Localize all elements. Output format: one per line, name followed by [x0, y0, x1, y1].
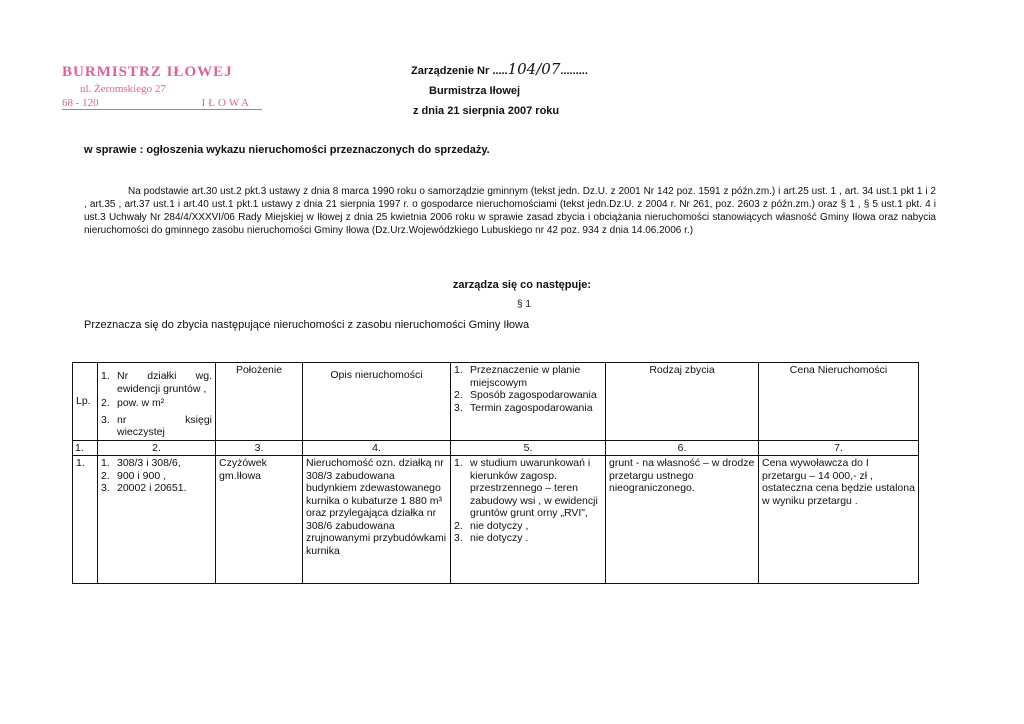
- row-lp: 1.: [73, 456, 98, 584]
- legal-basis-paragraph: [84, 185, 936, 237]
- header-sale-type: Rodzaj zbycia: [606, 363, 759, 441]
- row-description: Nieruchomość ozn. działką nr 308/3 zabudowana budynkiem zdewastowanego kurnika o kubaturze 1 880 m³ oraz przylegająca działka nr 308/6 zabudowana zrujnowanymi przybudówkami kurnika: [303, 456, 451, 584]
- header-purpose-term: Termin zagospodarowania: [470, 401, 593, 414]
- col-number: 5.: [451, 440, 606, 456]
- header-register-book: księgi: [185, 413, 212, 426]
- issuer: Burmistrza Iłowej: [429, 85, 521, 97]
- header-location: Położenie: [216, 363, 303, 441]
- col-number: 6.: [606, 440, 759, 456]
- intro-text: Przeznacza się do zbycia następujące nieruchomości z zasobu nieruchomości Gminy Iłowa: [84, 319, 530, 331]
- header-price: Cena Nieruchomości: [759, 363, 919, 441]
- header-purpose-use: Sposób zagospodarowania: [470, 389, 597, 401]
- header-purpose: 1. Przeznaczenie w planie miejscowym 2. Sposób zagospodarowania 3. Termin zagospodarowania: [451, 363, 606, 441]
- stamp-line-3: [62, 97, 262, 110]
- subject-line: w sprawie : ogłoszenia wykazu nieruchomości przeznaczonych do sprzedaży.: [84, 144, 490, 156]
- order-number-line: [411, 60, 588, 78]
- header-purpose-plan: Przeznaczenie w planie miejscowym: [470, 364, 581, 389]
- legal-basis-text: Na podstawie art.30 ust.2 pkt.3 ustawy z dnia 8 marca 1990 roku o samorządzie gminnym (tekst jedn. Dz.U. z 2001 Nr 142 poz. 1591 z późn.zm.) i art.25 ust. 1 , art. 34 ust.1 pkt 1 i 2 , art.35 , art.37 ust.1 i art.40 ust.1 pkt.1 ustawy z dnia 21 sierpnia 1997 r. o gospodarce nieruchomościami (tekst jedn.Dz.U. z 2004 r. Nr 261, poz. 2603 z późn.zm.) oraz § 1 , § 5 ust.1 pkt. 4 i ust.3 Uchwały Nr 284/4/XXXVI/06 Rady Miejskiej w Iłowej z dnia 25 kwietnia 2006 roku w sprawie zasad zbycia i obciążania nieruchomości stanowiących własność Gminy Iłowa oraz nabycia nieruchomości do gminnego zasobu nieruchomości Gminy Iłowa (Dz.Urz.Wojewódzkiego Lubuskiego nr 42 poz. 934 z dnia 14.06.2006 r.): [84, 186, 936, 236]
- row-purpose-term: nie dotyczy .: [470, 532, 529, 544]
- header-lp: Lp.: [73, 363, 98, 441]
- stamp-line-2: ul. Żeromskiego 27: [80, 83, 166, 95]
- resolution-heading: zarządza się co następuje:: [452, 279, 592, 291]
- header-plot-number: Nr działki wg. ewidencji gruntów ,: [117, 370, 212, 395]
- table-header-row: [73, 363, 919, 441]
- row-purpose-use: nie dotyczy ,: [470, 519, 529, 532]
- section-mark: § 1: [517, 299, 531, 310]
- table-row: [73, 456, 919, 584]
- header-register-nr: nr: [117, 413, 127, 426]
- row-location: Czyżówek gm.Iłowa: [216, 456, 303, 584]
- col-number: 2.: [98, 440, 216, 456]
- row-land-register: 20002 i 20651.: [117, 482, 187, 494]
- stamp-city: IŁOWA: [201, 97, 252, 109]
- row-plot: 1. 308/3 i 308/6, 2. 900 i 900 , 3. 20002 i 20651.: [98, 456, 216, 584]
- order-dots: .....: [492, 65, 508, 77]
- header-plot: 1. Nr działki wg. ewidencji gruntów , 2. pow. w m² 3. nr księgi wieczystej: [98, 363, 216, 441]
- order-prefix: Zarządzenie Nr: [411, 65, 490, 77]
- stamp-postcode: 68 - 120: [62, 97, 99, 109]
- order-date: z dnia 21 sierpnia 2007 roku: [413, 105, 560, 117]
- header-land-register: [117, 414, 212, 427]
- row-price: Cena wywoławcza do I przetargu – 14 000,- zł , ostateczna cena będzie ustalona w wyniku przetargu .: [759, 456, 919, 584]
- header-description: Opis nieruchomości: [303, 363, 451, 441]
- row-purpose: 1. w studium uwarunkowań i kierunków zagosp. przestrzennego – teren zabudowy wsi , w ewidencji gruntów grunt orny „RVI", 2. nie dotyczy , 3. nie dotyczy .: [451, 456, 606, 584]
- table-number-row: [73, 440, 919, 456]
- row-sale-type: grunt - na własność – w drodze przetargu ustnego nieograniczonego.: [606, 456, 759, 584]
- header-area: pow. w m²: [117, 397, 165, 409]
- header-register-perpetual: wieczystej: [117, 426, 165, 438]
- row-purpose-plan: w studium uwarunkowań i kierunków zagosp. przestrzennego – teren zabudowy wsi , w ewidencji gruntów grunt orny „RVI",: [470, 457, 598, 519]
- handwritten-order-number: 104/07: [507, 60, 561, 78]
- order-dots-end: .........: [560, 65, 588, 77]
- row-area: 900 i 900 ,: [117, 469, 167, 482]
- row-plot-number: 308/3 i 308/6,: [117, 457, 181, 469]
- col-number: 1.: [73, 440, 98, 456]
- property-table: [72, 362, 919, 584]
- col-number: 4.: [303, 440, 451, 456]
- col-number: 3.: [216, 440, 303, 456]
- office-stamp: [62, 64, 262, 110]
- stamp-line-1: BURMISTRZ IŁOWEJ: [62, 64, 233, 80]
- col-number: 7.: [759, 440, 919, 456]
